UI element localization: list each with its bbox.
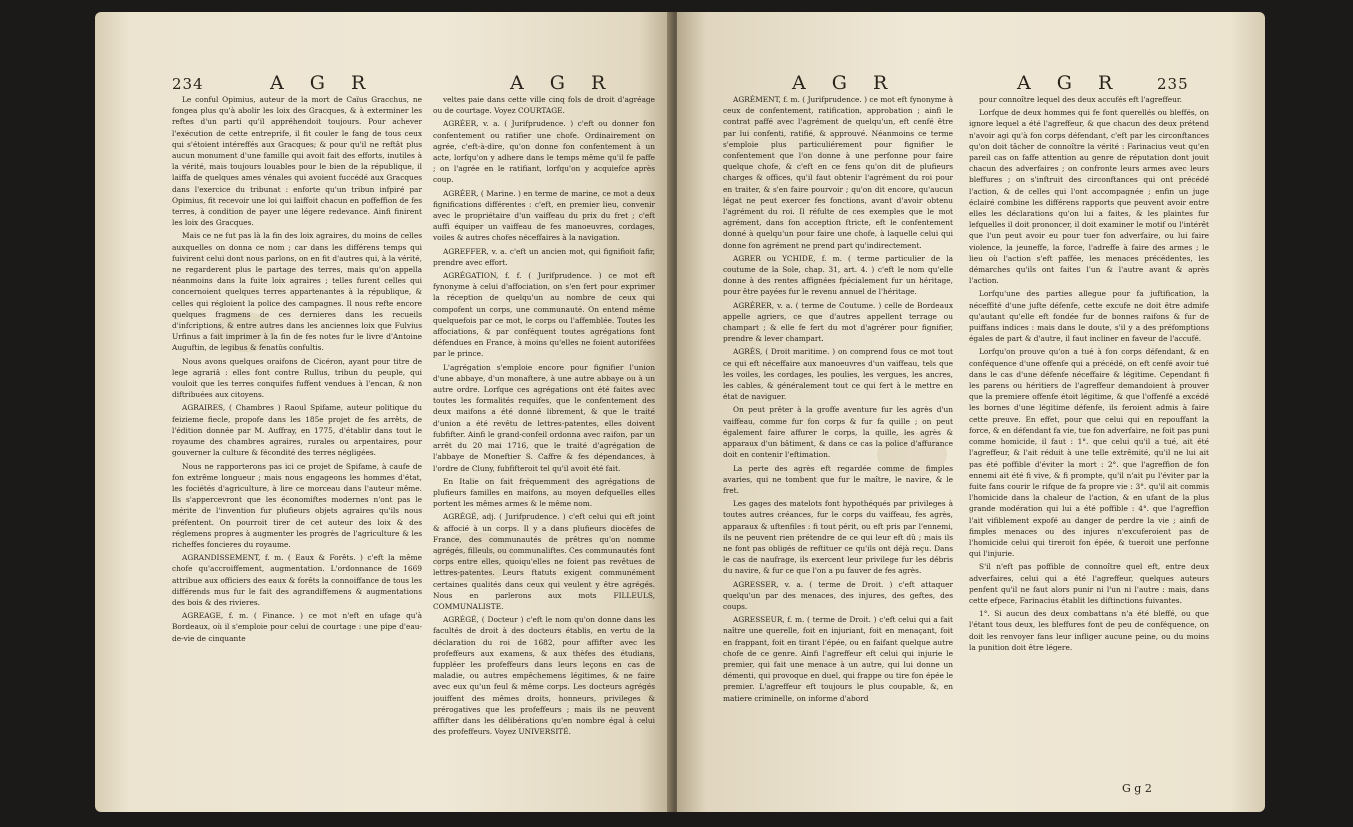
paragraph: On peut prêter à la groffe aventure fur les agrès d'un vaiffeau, comme fur fon corps & fur fa quille ; on peut également faire affurer le corps, la quille, les agrès & apparaux d'un bâtiment, & dans ce cas la police d'affurance doit en contenir l'eftimation. — [723, 405, 953, 460]
right-page — [677, 12, 1265, 812]
open-book — [95, 12, 1265, 812]
paragraph: pour connoître lequel des deux accufés eft l'agreffeur. — [979, 95, 1182, 104]
left-page-number: 234 — [172, 75, 204, 93]
paragraph: AGRAIRES, ( Chambres ) Raoul Spifame, auteur politique du feizieme fiecle, propofe dans les 185e projet de fes arrêts, de l'édition donnée par M. Auffray, en 1775, d'établir dans tout le royaume des chambres agraires, rurales ou arpentaires, pour gouverner la culture & fécondité des terres négligées. — [172, 403, 422, 458]
paragraph: AGRÉMENT, f. m. ( Jurifprudence. ) ce mot eft fynonyme à ceux de confentement, ratification, approbation ; ainfi le contrat paffé avec l'agrément de quelqu'un, eft cenfé être par lui confenti, ratifié, & approuvé. Néanmoins ce terme s'emploie plus particuliérement pour fignifier le confentement que l'on donne à une perfonne pour faire quelque chofe, & c'eft en ce fens qu'on dit de plufieurs charges & offices, qu'il faut obtenir l'agrément du roi pour en traiter, & s'en faire pourvoir ; qu'on dit encore, qu'aucun légat ne peut exercer fes fonctions, avant d'avoir obtenu l'agrément du roi. Il réfulte de ces exemples que le mot agrément, dans fon acception ftricte, eft le confentement donné à quelqu'un pour faire une chofe, à laquelle celui qui donne fon agrément ne prend part qu'indirectement. — [723, 95, 953, 250]
paragraph: AGREAGE, f. m. ( Finance. ) ce mot n'eft en ufage qu'à Bordeaux, où il s'emploie pour celui de courtage : une pipe d'eau-de-vie de cinquante — [172, 611, 422, 643]
paragraph: Le conful Opimius, auteur de la mort de Caïus Gracchus, ne fongea plus qu'à abolir les loix des Gracques, & à exterminer les reftes d'un parti qu'il appréhendoit toujours. Pour achever l'exécution de cette entreprife, il fit couler le fang de tous ceux qui s'étoient intéreffés aux Gracques; & pour qu'il ne reftât plus aucun monument d'une famille qui avoit fait des efforts, inutiles à la vérité, mais toujours louables pour le bien de la république, il laiffa de quelques ames vénales qui avoient fuccédé aux Gracques dans l'exercice du tribunat : enforte qu'un tribun infpiré par Opimius, fit recevoir une loi qui laiffoit chacun en poffeffion de fes terres, à condition de payer une légere redevance. Ainfi finirent les loix des Gracques. — [172, 95, 422, 228]
paragraph: Nous ne rapporterons pas ici ce projet de Spifame, à caufe de fon extrême longueur ; mais nous engageons les hommes d'état, les fociétés d'agriculture, à lire ce morceau dans l'auteur même. Ils s'appercevront que les économiftes modernes n'ont pas le mérite de l'invention fur plufieurs objets agraires qu'ils nous préfentent. On pourroit tirer de cet auteur des loix & des réglemens propres à augmenter les progrès de l'agriculture & les richeffes foncieres du royaume. — [172, 461, 422, 549]
paragraph: AGRER ou YCHIDE, f. m. ( terme particulier de la coutume de la Sole, chap. 31, art. 4. ) c'eft le nom qu'elle donne à des rentes affignées fpécialement fur un héritage, pour être payées fur le revenu annuel de l'héritage. — [723, 253, 953, 297]
paragraph: L'agrégation s'emploie encore pour fignifier l'union d'une abbaye, d'un monaftere, à une autre abbaye ou à un autre ordre. Lorfque ces agrégations ont été faites avec toutes les formalités requifes, que le confentement des deux maifons a été donné librement, & que le traité d'union a été revêtu de lettres-patentes, elles doivent fubfifter. Ainfi le grand-confeil ordonna avec raifon, par un arrêt du 20 mai 1716, que le traité d'agrégation de l'abbaye de Moneftier S. Caffre & fes dépendances, à l'ordre de Cluny, fubfifteroit tel qu'il avoit été fait. — [433, 362, 655, 473]
paragraph: AGRÉRER, v. a. ( terme de Coutume. ) celle de Bordeaux appelle agriers, ce que d'autres appellent terrage ou champart ; & elle fe fert du mot d'agrérer pour fignifier, prendre & lever champart. — [723, 300, 953, 344]
paragraph: AGRÉER, ( Marine. ) en terme de marine, ce mot a deux fignifications différentes : c'eft, en premier lieu, convenir avec le propriétaire d'un vaiffeau du prix du fret ; c'eft auffi équiper un vaiffeau de fes manoeuvres, cordages, voiles & autres chofes néceffaires à la navigation. — [433, 188, 655, 243]
paragraph: Lorfqu'une des parties allegue pour fa juftification, la néceffité d'une jufte défenfe, cette excufe ne doit être admife qu'autant qu'elle eft fondée fur de bonnes raifons & fur de puiffans indices : mais dans le doute, s'il y a des préfomptions égales de part & d'autre, il faut incliner en faveur de l'accufé. — [969, 289, 1209, 344]
paragraph: AGRESSER, v. a. ( terme de Droit. ) c'eft attaquer quelqu'un par des menaces, des injures, des geftes, des coups. — [723, 579, 953, 611]
left-running-head: A G R — [270, 72, 376, 94]
paragraph: AGRESSEUR, f. m. ( terme de Droit. ) c'eft celui qui a fait naître une querelle, foit en injuriant, foit en menaçant, foit en frappant, foit en tirant l'épée, ou en faifant quelque autre chofe de ce genre. Ainfi l'agreffeur eft celui qui injurie le premier, qui fait une menace à un autre, qui lui donne un démenti, qui provoque en duel, qui frappe ou tire fon épée le premier. L'agreffeur eft toujours le plus coupable, &, en matiere criminelle, on informe d'abord — [723, 615, 953, 703]
paragraph: Lorfque de deux hommes qui fe font querellés ou bleffés, on ignore lequel a été l'agreffeur, & que chacun des deux prétend n'avoir agi qu'à fon corps défendant, c'eft par les circonftances qu'on doit tâcher de connoître la vérité : Farinacius veut qu'en pareil cas on faffe attention au genre de réputation dont jouit chacun des adverfaires ; on confronte leurs armes avec leurs bleffures ; on s'inftruit des circonftances qui ont précédé l'action, & de celles qui l'ont accompagnée ; enfin un juge éclairé combine les différens rapports que peuvent avoir entre elles les déclarations qu'on lui a faites, & les plaintes fur lefquelles il doit prononcer, il doit examiner le motif ou l'intérêt que l'un peut avoir eu pour tuer fon adverfaire, ou lui faire violence, la jeuneffe, la force, l'adreffe à faire des armes ; le lieu où l'action s'eft paffée, les menaces précédentes, les démarches qu'ils ont faites l'un & l'autre avant & après l'action. — [969, 108, 1209, 286]
paragraph: AGRÈS, ( Droit maritime. ) on comprend fous ce mot tout ce qui eft néceffaire aux manoeuvres d'un vaiffeau, tels que les voiles, les cordages, les poulies, les vergues, les ancres, les cables, & généralement tout ce qui fert à le mettre en état de naviguer. — [723, 347, 953, 402]
paragraph: AGRANDISSEMENT, f. m. ( Eaux & Forêts. ) c'eft la même chofe qu'accroiffement, augmentation. L'ordonnance de 1669 attribue aux officiers des eaux & forêts la connoiffance de tous les différends mus fur le fait des agrandiffemens & augmentations des bois & des rivieres. — [172, 553, 422, 607]
paragraph: Mais ce ne fut pas là la fin des loix agraires, du moins de celles auxquelles on donna ce nom ; car dans les différens temps qui fuivirent celui dont nous parlons, on en fit d'autres qui, à la vérité, ne regarderent plus le partage des terres, mais qu'on appella néanmoins dans la fuite loix agraires ; telles furent celles qui concernoient quelques terres appartenantes à la république, & celles qui régloient la police des campagnes. Il nous refte encore quelques fragmens de ces dernieres dans les recueils d'infcriptions, & entre autres dans les anciennes loix que Fulvius Urfinus a fait imprimer à la fin de fes notes fur le livre d'Antoine Auguftin, de legibus & fenatûs confultis. — [172, 231, 422, 353]
paragraph: veltes paie dans cette ville cinq fols de droit d'agréage ou de courtage. Voyez COURTAGE. — [433, 95, 655, 116]
paragraph: Lorfqu'on prouve qu'on a tué à fon corps défendant, & en conféquence d'une offenfe qui a précédé, on eft cenfé avoir tué dans le cas d'une défenfe néceffaire & légitime. Cependant fi les parens ou héritiers de l'agreffeur demandoient à prouver que la premiere offenfe étoit légitime, & que l'offenfé a excédé les bornes d'une légitime défenfe, ils feroient admis à faire cette preuve. En effet, pour que celui qui en repouffant la force, & en défendant fa vie, tue fon adverfaire, ne foit pas puni comme homicide, il faut : 1°. que celui qu'il a tué, ait été l'agreffeur, & l'ait réduit à une telle extrêmité, qu'il ne lui ait pas été poffible d'éviter la mort : 2°. que l'agreffion de fon ennemi ait été fi vive, & fi prompte, qu'il n'ait pu l'éviter par la fuite fans courir le rifque de fa propre vie : 3°. qu'il ait commis l'homicide dans la chaleur de l'action, & en ufant de la plus grande modération qui lui a été poffible : 4°. que l'agreffion l'ait vifiblement expofé au danger de perdre la vie ; ainfi de fimples menaces ou des injures n'excuferoient pas de l'homicide celui qui tireroit fon épée, & tueroit une perfonne qui l'injurie. — [969, 347, 1209, 559]
paragraph: Nous avons quelques oraifons de Cicéron, ayant pour titre de lege agrariâ : elles font contre Rullus, tribun du peuple, qui vouloit que les terres conquifes fuffent vendues à l'encan, & non diftribuées aux citoyens. — [172, 356, 422, 400]
paragraph: La perte des agrès eft regardée comme de fimples avaries, qui ne tombent que fur le maître, le navire, & le fret. — [723, 463, 953, 495]
right-running-head-2: A G R — [1017, 72, 1123, 94]
paragraph: Les gages des matelots font hypothéqués par privileges à toutes autres créances, fur le corps du vaiffeau, fes agrès, apparaux & uftenfiles : fi tout périt, ou eft pris par l'ennemi, ils ne peuvent rien prétendre de ce qui leur eft dû ; mais ils ne font pas obligés de reftituer ce qu'ils ont déjà reçu. Dans le cas de naufrage, ils exercent leur privilege fur les débris du navire, & fur ce que l'on a pu fauver de fes agrès. — [723, 499, 953, 576]
paragraph: AGRÉGATION, f. f. ( Jurifprudence. ) ce mot eft fynonyme à celui d'affociation, on s'en fert pour exprimer la réception de quelqu'un au nombre de ceux qui compofent un corps, une communauté. On entend même quelquefois par ce mot, le corps ou l'affemblée. Toutes les affociations, & par conféquent toutes agrégations font défendues en France, à moins qu'elles ne foient autorifées par le prince. — [433, 271, 655, 359]
signature-mark: G g 2 — [1122, 782, 1152, 795]
paragraph: En Italie on fait fréquemment des agrégations de plufieurs familles en maifons, au moyen defquelles elles portent les mêmes armes & le même nom. — [433, 476, 655, 509]
left-page — [95, 12, 673, 812]
left-running-head-2: A G R — [510, 72, 616, 94]
paragraph: AGRÉGÉ, ( Docteur ) c'eft le nom qu'on donne dans les facultés de droit à des docteurs établis, en vertu de la déclaration du roi de 1682, pour affifter avec les profeffeurs aux examens, & aux thèfes des étudians, fuppléer les profeffeurs dans leurs leçons en cas de maladie, ou autres empêchemens légitimes, & ne faire avec eux qu'un feul & même corps. Les docteurs agrégés jouiffent des mêmes droits, honneurs, privileges & prérogatives que les profeffeurs ; mais ils ne peuvent affifter dans les délibérations qu'en nombre égal à celui des profeffeurs. Voyez UNIVERSITÉ. — [433, 615, 655, 737]
paragraph: S'il n'eft pas poffible de connoître quel eft, entre deux adverfaires, celui qui a été l'agreffeur, quelques auteurs penfent qu'il ne faut alors punir ni l'un ni l'autre : mais, dans cette efpece, Farinacius établit les diftinctions fuivantes. — [969, 562, 1209, 605]
left-column-1 — [172, 94, 422, 794]
right-column-2 — [969, 94, 1209, 774]
right-running-head: A G R — [792, 72, 898, 94]
paragraph: AGRÉER, v. a. ( Jurifprudence. ) c'eft ou donner fon confentement ou ratifier une chofe. Ordinairement on agrée, c'eft-à-dire, qu'on donne fon confentement à un acte, lorfqu'on y adhere dans le temps même qu'il fe paffe ; on l'agrée en le ratifiant, lorfqu'on y acquiefce après coup. — [433, 119, 655, 185]
paragraph: AGREFFER, v. a. c'eft un ancien mot, qui fignifioit fafir, prendre avec effort. — [433, 246, 655, 267]
left-column-2 — [433, 94, 655, 794]
paragraph: AGRÉGÉ, adj. ( Jurifprudence. ) c'eft celui qui eft joint & affocié à un corps. Il y a dans plufieurs diocèfes de France, des communautés de prêtres qu'on nomme agrégés, filleuls, ou communaliftes. Ces communautés font corps entre elles, quoiqu'elles ne foient pas revêtues de lettres-patentes. Leurs ftatuts exigent communément certaines qualités dans ceux qui veulent y être agrégés. Nous en parlerons aux mots FILLEULS, COMMUNALISTE. — [433, 512, 655, 611]
right-page-number: 235 — [1157, 75, 1189, 93]
right-column-1 — [723, 94, 953, 794]
paragraph: 1°. Si aucun des deux combattans n'a été bleffé, ou que l'étant tous deux, les bleffures font de peu de conféquence, on doit les renvoyer fans leur infliger aucune peine, ou du moins la punition doit être légere. — [969, 609, 1209, 652]
